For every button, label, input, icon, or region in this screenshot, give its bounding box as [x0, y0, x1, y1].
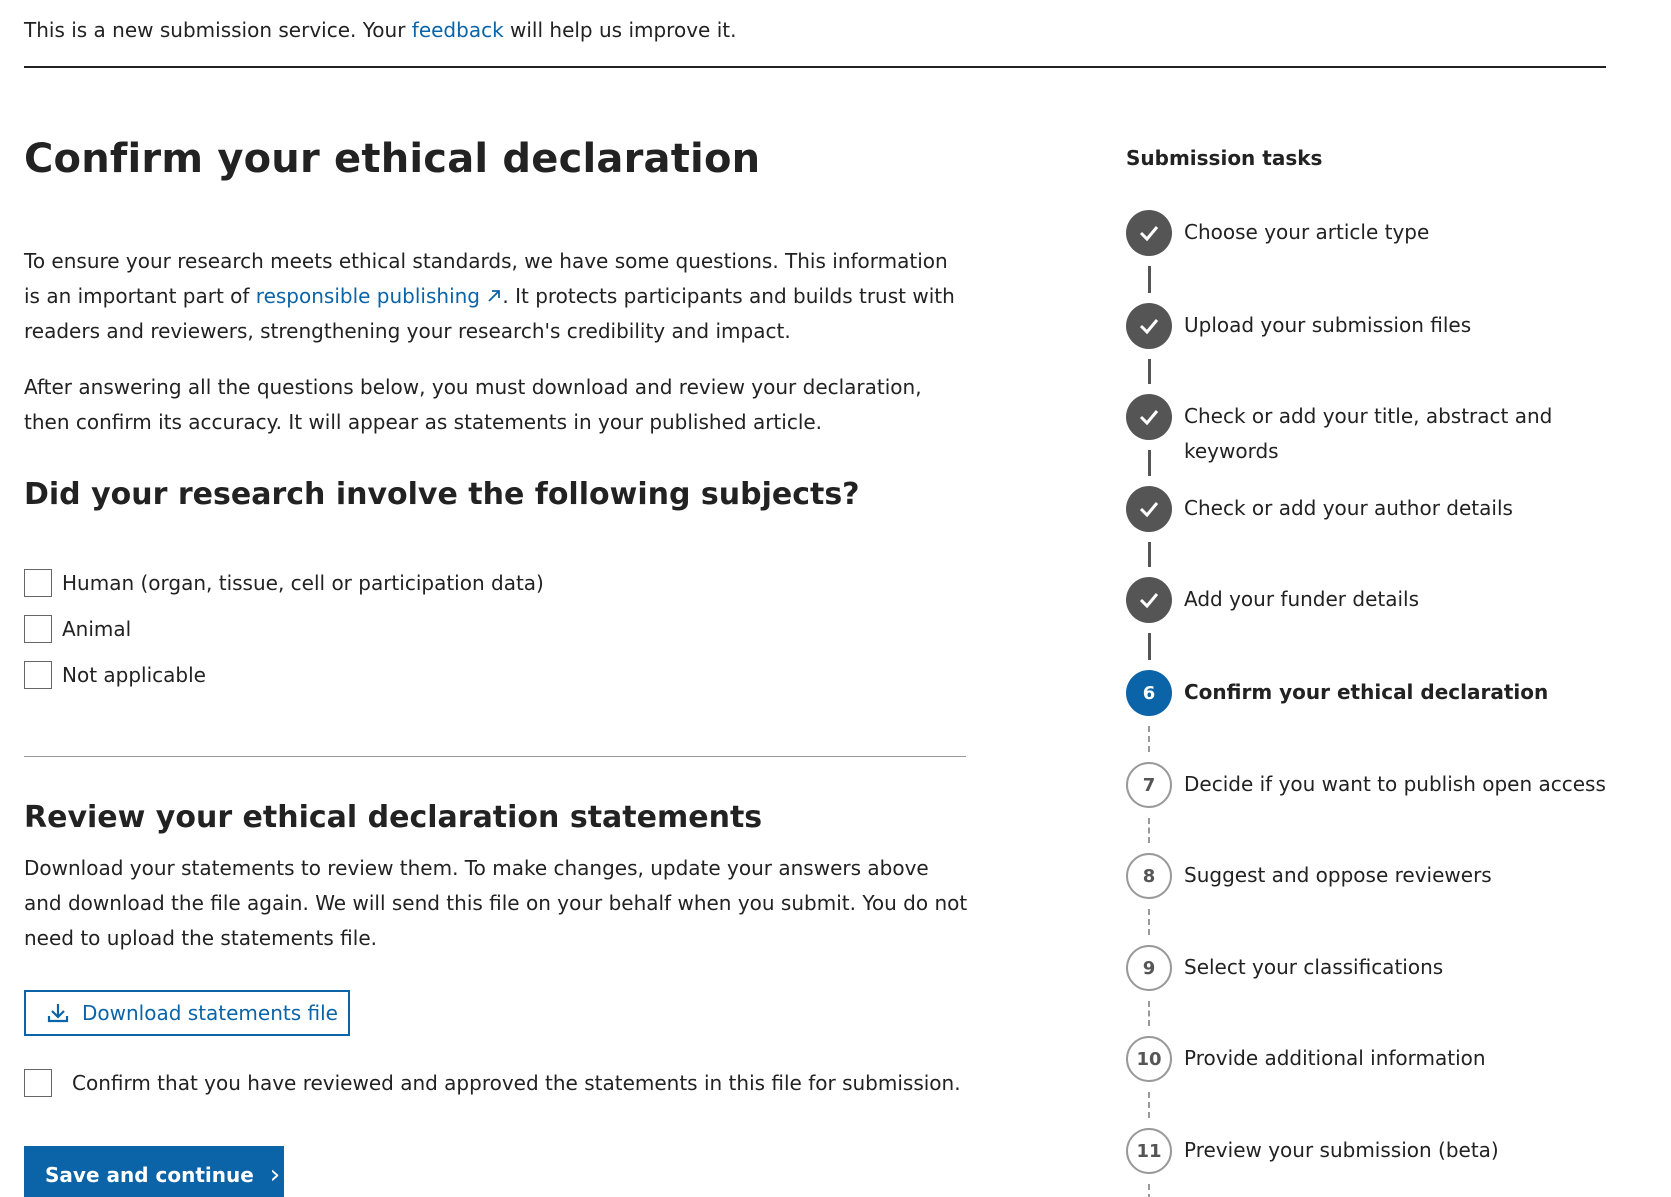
confirm-reviewed-checkbox[interactable] [24, 1069, 52, 1097]
responsible-publishing-label: responsible publishing [255, 284, 481, 308]
main-content [24, 136, 970, 1190]
task-step-10 [1126, 1036, 1646, 1082]
step-connector [1148, 818, 1150, 843]
chevron-right-icon: › [269, 1160, 281, 1190]
step-number-badge: 8 [1126, 853, 1172, 899]
step-connector [1148, 1001, 1150, 1026]
subject-option-human[interactable] [24, 560, 544, 606]
external-link-icon [486, 288, 502, 304]
review-paragraph: Download your statements to review them. To make changes, update your answers above and download the file again. We will send this file on your behalf when you submit. You do not need to upload the statements file. [24, 856, 968, 950]
task-step-label: Check or add your title, abstract and keywords [1184, 404, 1553, 463]
task-step-1[interactable] [1126, 210, 1646, 256]
step-connector [1148, 633, 1151, 660]
step-connector [1148, 1184, 1150, 1197]
save-and-continue-button[interactable] [24, 1146, 284, 1197]
step-number-badge: 7 [1126, 762, 1172, 808]
check-icon [1126, 394, 1172, 440]
banner-text-before: This is a new submission service. Your [24, 18, 412, 42]
save-button-label: Save and continue [45, 1163, 254, 1187]
subjects-checkbox-group [24, 560, 544, 698]
subject-option-not-applicable[interactable] [24, 652, 544, 698]
sidebar-title: Submission tasks [1126, 146, 1323, 170]
task-step-3[interactable] [1126, 394, 1646, 469]
task-step-11 [1126, 1128, 1646, 1174]
check-icon [1126, 486, 1172, 532]
task-step-label: Add your funder details [1184, 587, 1420, 611]
submission-tasks-sidebar [1126, 146, 1646, 1162]
task-step-2[interactable] [1126, 303, 1646, 349]
task-step-7 [1126, 762, 1646, 808]
instructions-paragraph: After answering all the questions below, you must download and review your declaration, then confirm its accuracy. It will appear as statements in your published article. [24, 375, 922, 434]
step-number-badge: 11 [1126, 1128, 1172, 1174]
section-divider [24, 756, 966, 757]
step-number-badge: 6 [1126, 670, 1172, 716]
task-step-6[interactable] [1126, 670, 1646, 716]
intro-text-before: To ensure your research meets ethical standards, we have some questions. This information is an important part of [24, 249, 948, 308]
task-step-label: Select your classifications [1184, 955, 1444, 979]
confirm-reviewed-label: Confirm that you have reviewed and approved the statements in this file for submission. [72, 1071, 961, 1095]
review-heading: Review your ethical declaration statements [24, 800, 763, 835]
subject-option-animal[interactable] [24, 606, 544, 652]
step-connector [1148, 909, 1150, 935]
feedback-link[interactable]: feedback [411, 18, 504, 42]
subjects-question: Did your research involve the following subjects? [24, 477, 860, 512]
human-checkbox[interactable] [24, 569, 52, 597]
not-applicable-checkbox[interactable] [24, 661, 52, 689]
download-button-label: Download statements file [82, 1001, 338, 1025]
responsible-publishing-link[interactable] [256, 284, 503, 308]
step-connector [1148, 1092, 1150, 1118]
animal-checkbox-label: Animal [62, 617, 132, 641]
check-icon [1126, 210, 1172, 256]
feedback-banner [24, 18, 1606, 68]
step-number-badge: 9 [1126, 945, 1172, 991]
task-step-label: Check or add your author details [1184, 496, 1513, 520]
task-step-5[interactable] [1126, 577, 1646, 623]
step-connector [1148, 266, 1151, 293]
step-connector [1148, 359, 1151, 384]
task-step-label: Upload your submission files [1184, 313, 1472, 337]
intro-text-after: . It protects participants and builds trust with readers and reviewers, strengthening your research's credibility and impact. [24, 284, 955, 343]
task-step-label: Choose your article type [1184, 220, 1430, 244]
task-step-label: Provide additional information [1184, 1046, 1486, 1070]
step-connector [1148, 450, 1151, 476]
intro-paragraph [24, 244, 970, 349]
step-number-badge: 10 [1126, 1036, 1172, 1082]
check-icon [1126, 577, 1172, 623]
download-statements-button[interactable] [24, 990, 350, 1036]
banner-text-after: will help us improve it. [503, 18, 737, 42]
task-step-4[interactable] [1126, 486, 1646, 532]
task-step-label: Decide if you want to publish open access [1184, 772, 1606, 796]
human-checkbox-label: Human (organ, tissue, cell or participation data) [62, 571, 544, 595]
page-title: Confirm your ethical declaration [24, 136, 761, 182]
animal-checkbox[interactable] [24, 615, 52, 643]
check-icon [1126, 303, 1172, 349]
not-applicable-checkbox-label: Not applicable [62, 663, 206, 687]
task-step-8 [1126, 853, 1646, 899]
task-step-label: Preview your submission (beta) [1184, 1138, 1499, 1162]
step-connector [1148, 726, 1150, 752]
download-icon [46, 1002, 70, 1024]
task-step-label: Suggest and oppose reviewers [1184, 863, 1492, 887]
task-step-label: Confirm your ethical declaration [1184, 680, 1549, 704]
confirm-reviewed-option[interactable] [24, 1069, 961, 1097]
step-connector [1148, 542, 1151, 567]
task-step-9 [1126, 945, 1646, 991]
